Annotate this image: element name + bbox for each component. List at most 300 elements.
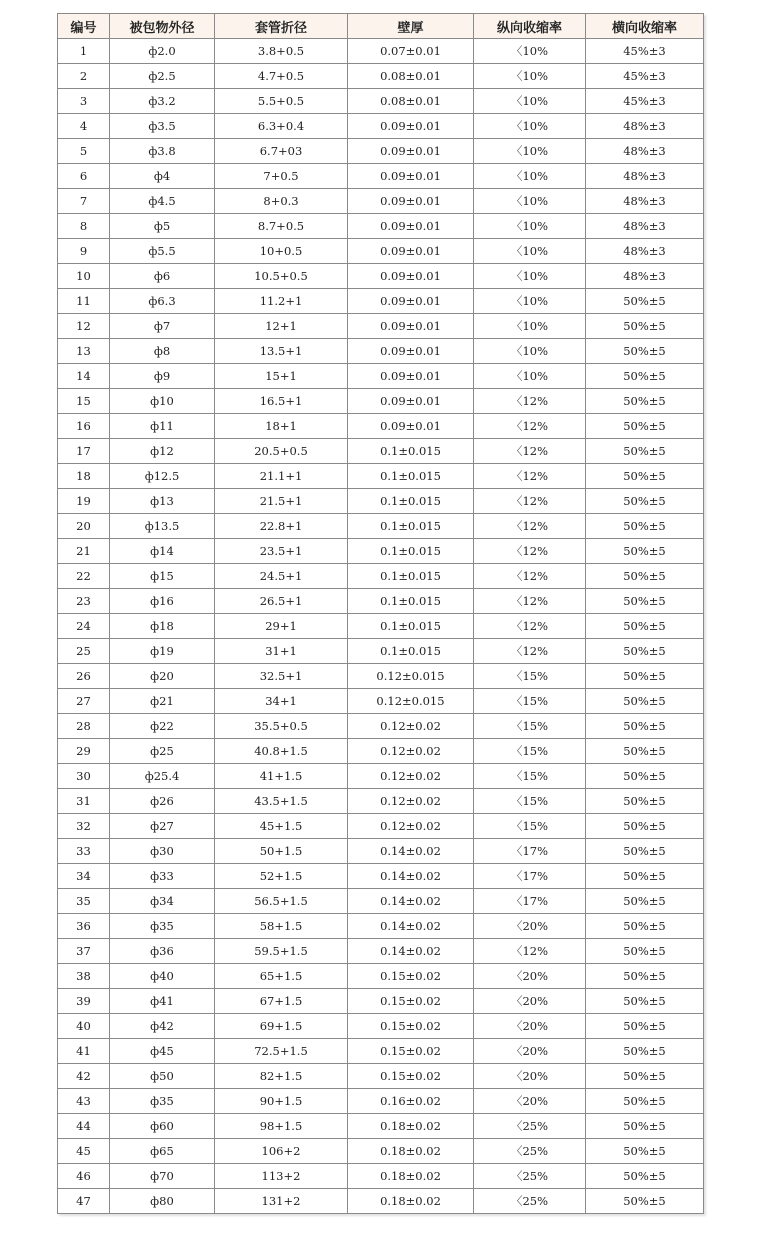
cell-longitudinal-shrinkage: 〈12% bbox=[474, 614, 586, 639]
cell-wrapped-outer-diameter: ф30 bbox=[110, 839, 215, 864]
cell-transverse-shrinkage: 50%±5 bbox=[586, 289, 704, 314]
cell-transverse-shrinkage: 50%±5 bbox=[586, 789, 704, 814]
cell-transverse-shrinkage: 50%±5 bbox=[586, 739, 704, 764]
header-row bbox=[58, 14, 704, 39]
cell-longitudinal-shrinkage: 〈20% bbox=[474, 1039, 586, 1064]
cell-number: 10 bbox=[58, 264, 110, 289]
cell-wall-thickness: 0.18±0.02 bbox=[348, 1114, 474, 1139]
cell-wrapped-outer-diameter: ф9 bbox=[110, 364, 215, 389]
cell-number: 6 bbox=[58, 164, 110, 189]
cell-transverse-shrinkage: 50%±5 bbox=[586, 664, 704, 689]
cell-wrapped-outer-diameter: ф7 bbox=[110, 314, 215, 339]
table-row bbox=[58, 989, 704, 1014]
cell-wrapped-outer-diameter: ф2.0 bbox=[110, 39, 215, 64]
cell-wrapped-outer-diameter: ф14 bbox=[110, 539, 215, 564]
cell-sleeve-flat-width: 29+1 bbox=[215, 614, 348, 639]
cell-transverse-shrinkage: 48%±3 bbox=[586, 239, 704, 264]
cell-wrapped-outer-diameter: ф5 bbox=[110, 214, 215, 239]
cell-wrapped-outer-diameter: ф21 bbox=[110, 689, 215, 714]
cell-transverse-shrinkage: 50%±5 bbox=[586, 314, 704, 339]
cell-number: 21 bbox=[58, 539, 110, 564]
cell-wall-thickness: 0.14±0.02 bbox=[348, 839, 474, 864]
cell-wall-thickness: 0.09±0.01 bbox=[348, 139, 474, 164]
table-row bbox=[58, 1189, 704, 1214]
table-row bbox=[58, 89, 704, 114]
cell-transverse-shrinkage: 50%±5 bbox=[586, 939, 704, 964]
cell-wall-thickness: 0.15±0.02 bbox=[348, 964, 474, 989]
cell-transverse-shrinkage: 50%±5 bbox=[586, 1039, 704, 1064]
cell-transverse-shrinkage: 50%±5 bbox=[586, 364, 704, 389]
table-row bbox=[58, 789, 704, 814]
cell-longitudinal-shrinkage: 〈12% bbox=[474, 414, 586, 439]
cell-sleeve-flat-width: 21.1+1 bbox=[215, 464, 348, 489]
cell-wall-thickness: 0.15±0.02 bbox=[348, 1064, 474, 1089]
cell-wrapped-outer-diameter: ф45 bbox=[110, 1039, 215, 1064]
cell-number: 40 bbox=[58, 1014, 110, 1039]
cell-longitudinal-shrinkage: 〈15% bbox=[474, 739, 586, 764]
table-row bbox=[58, 639, 704, 664]
header-wrapped-outer-diameter: 被包物外径 bbox=[110, 14, 215, 39]
cell-wrapped-outer-diameter: ф40 bbox=[110, 964, 215, 989]
cell-wall-thickness: 0.09±0.01 bbox=[348, 214, 474, 239]
cell-transverse-shrinkage: 45%±3 bbox=[586, 64, 704, 89]
cell-wall-thickness: 0.18±0.02 bbox=[348, 1189, 474, 1214]
cell-wrapped-outer-diameter: ф27 bbox=[110, 814, 215, 839]
cell-number: 22 bbox=[58, 564, 110, 589]
cell-sleeve-flat-width: 22.8+1 bbox=[215, 514, 348, 539]
table-row bbox=[58, 764, 704, 789]
cell-wall-thickness: 0.09±0.01 bbox=[348, 414, 474, 439]
cell-wrapped-outer-diameter: ф10 bbox=[110, 389, 215, 414]
header-number: 编号 bbox=[58, 14, 110, 39]
cell-wrapped-outer-diameter: ф4 bbox=[110, 164, 215, 189]
table-row bbox=[58, 264, 704, 289]
cell-sleeve-flat-width: 67+1.5 bbox=[215, 989, 348, 1014]
cell-wrapped-outer-diameter: ф12.5 bbox=[110, 464, 215, 489]
cell-wrapped-outer-diameter: ф25.4 bbox=[110, 764, 215, 789]
cell-wall-thickness: 0.12±0.02 bbox=[348, 764, 474, 789]
cell-wrapped-outer-diameter: ф13.5 bbox=[110, 514, 215, 539]
cell-sleeve-flat-width: 98+1.5 bbox=[215, 1114, 348, 1139]
cell-longitudinal-shrinkage: 〈10% bbox=[474, 89, 586, 114]
cell-wall-thickness: 0.15±0.02 bbox=[348, 1014, 474, 1039]
table-row bbox=[58, 889, 704, 914]
header-wall-thickness: 壁厚 bbox=[348, 14, 474, 39]
table-row bbox=[58, 1014, 704, 1039]
cell-longitudinal-shrinkage: 〈15% bbox=[474, 689, 586, 714]
cell-wall-thickness: 0.09±0.01 bbox=[348, 389, 474, 414]
cell-sleeve-flat-width: 40.8+1.5 bbox=[215, 739, 348, 764]
cell-wrapped-outer-diameter: ф26 bbox=[110, 789, 215, 814]
cell-number: 31 bbox=[58, 789, 110, 814]
cell-wall-thickness: 0.09±0.01 bbox=[348, 114, 474, 139]
cell-sleeve-flat-width: 3.8+0.5 bbox=[215, 39, 348, 64]
cell-longitudinal-shrinkage: 〈12% bbox=[474, 464, 586, 489]
cell-longitudinal-shrinkage: 〈12% bbox=[474, 539, 586, 564]
cell-number: 12 bbox=[58, 314, 110, 339]
cell-longitudinal-shrinkage: 〈17% bbox=[474, 839, 586, 864]
cell-transverse-shrinkage: 50%±5 bbox=[586, 689, 704, 714]
table-row bbox=[58, 114, 704, 139]
cell-transverse-shrinkage: 50%±5 bbox=[586, 764, 704, 789]
cell-transverse-shrinkage: 50%±5 bbox=[586, 864, 704, 889]
cell-longitudinal-shrinkage: 〈20% bbox=[474, 1089, 586, 1114]
cell-transverse-shrinkage: 50%±5 bbox=[586, 639, 704, 664]
cell-sleeve-flat-width: 35.5+0.5 bbox=[215, 714, 348, 739]
cell-number: 15 bbox=[58, 389, 110, 414]
cell-sleeve-flat-width: 4.7+0.5 bbox=[215, 64, 348, 89]
table-row bbox=[58, 439, 704, 464]
cell-sleeve-flat-width: 23.5+1 bbox=[215, 539, 348, 564]
cell-number: 23 bbox=[58, 589, 110, 614]
table-row bbox=[58, 814, 704, 839]
cell-number: 4 bbox=[58, 114, 110, 139]
cell-wrapped-outer-diameter: ф4.5 bbox=[110, 189, 215, 214]
cell-sleeve-flat-width: 11.2+1 bbox=[215, 289, 348, 314]
cell-wall-thickness: 0.09±0.01 bbox=[348, 264, 474, 289]
cell-wrapped-outer-diameter: ф80 bbox=[110, 1189, 215, 1214]
cell-longitudinal-shrinkage: 〈17% bbox=[474, 889, 586, 914]
cell-number: 27 bbox=[58, 689, 110, 714]
cell-longitudinal-shrinkage: 〈15% bbox=[474, 789, 586, 814]
cell-sleeve-flat-width: 7+0.5 bbox=[215, 164, 348, 189]
cell-number: 30 bbox=[58, 764, 110, 789]
cell-longitudinal-shrinkage: 〈20% bbox=[474, 1014, 586, 1039]
table-row bbox=[58, 914, 704, 939]
table-row bbox=[58, 139, 704, 164]
cell-transverse-shrinkage: 50%±5 bbox=[586, 1139, 704, 1164]
cell-wrapped-outer-diameter: ф12 bbox=[110, 439, 215, 464]
cell-sleeve-flat-width: 34+1 bbox=[215, 689, 348, 714]
table-row bbox=[58, 1139, 704, 1164]
cell-wall-thickness: 0.1±0.015 bbox=[348, 589, 474, 614]
cell-number: 32 bbox=[58, 814, 110, 839]
cell-transverse-shrinkage: 50%±5 bbox=[586, 814, 704, 839]
cell-wall-thickness: 0.12±0.02 bbox=[348, 714, 474, 739]
table-row bbox=[58, 539, 704, 564]
cell-number: 25 bbox=[58, 639, 110, 664]
cell-longitudinal-shrinkage: 〈25% bbox=[474, 1164, 586, 1189]
cell-wrapped-outer-diameter: ф6.3 bbox=[110, 289, 215, 314]
table-row bbox=[58, 164, 704, 189]
table-row bbox=[58, 1164, 704, 1189]
cell-longitudinal-shrinkage: 〈12% bbox=[474, 939, 586, 964]
cell-wall-thickness: 0.15±0.02 bbox=[348, 989, 474, 1014]
cell-wrapped-outer-diameter: ф19 bbox=[110, 639, 215, 664]
cell-wrapped-outer-diameter: ф50 bbox=[110, 1064, 215, 1089]
cell-sleeve-flat-width: 16.5+1 bbox=[215, 389, 348, 414]
table-row bbox=[58, 239, 704, 264]
cell-transverse-shrinkage: 50%±5 bbox=[586, 514, 704, 539]
cell-longitudinal-shrinkage: 〈12% bbox=[474, 639, 586, 664]
cell-wall-thickness: 0.16±0.02 bbox=[348, 1089, 474, 1114]
cell-transverse-shrinkage: 50%±5 bbox=[586, 1189, 704, 1214]
header-sleeve-flat-width: 套管折径 bbox=[215, 14, 348, 39]
cell-number: 2 bbox=[58, 64, 110, 89]
spec-table bbox=[57, 13, 704, 1214]
cell-wrapped-outer-diameter: ф65 bbox=[110, 1139, 215, 1164]
cell-transverse-shrinkage: 50%±5 bbox=[586, 989, 704, 1014]
cell-longitudinal-shrinkage: 〈12% bbox=[474, 389, 586, 414]
cell-longitudinal-shrinkage: 〈10% bbox=[474, 189, 586, 214]
table-row bbox=[58, 1089, 704, 1114]
cell-number: 43 bbox=[58, 1089, 110, 1114]
cell-wall-thickness: 0.12±0.015 bbox=[348, 664, 474, 689]
cell-longitudinal-shrinkage: 〈25% bbox=[474, 1114, 586, 1139]
cell-transverse-shrinkage: 50%±5 bbox=[586, 564, 704, 589]
table-row bbox=[58, 1039, 704, 1064]
cell-wall-thickness: 0.1±0.015 bbox=[348, 539, 474, 564]
cell-wall-thickness: 0.1±0.015 bbox=[348, 639, 474, 664]
cell-number: 33 bbox=[58, 839, 110, 864]
cell-transverse-shrinkage: 45%±3 bbox=[586, 39, 704, 64]
cell-sleeve-flat-width: 72.5+1.5 bbox=[215, 1039, 348, 1064]
cell-wall-thickness: 0.12±0.02 bbox=[348, 739, 474, 764]
cell-number: 24 bbox=[58, 614, 110, 639]
cell-sleeve-flat-width: 56.5+1.5 bbox=[215, 889, 348, 914]
cell-sleeve-flat-width: 31+1 bbox=[215, 639, 348, 664]
cell-wall-thickness: 0.14±0.02 bbox=[348, 889, 474, 914]
cell-number: 1 bbox=[58, 39, 110, 64]
cell-wall-thickness: 0.09±0.01 bbox=[348, 339, 474, 364]
cell-longitudinal-shrinkage: 〈10% bbox=[474, 364, 586, 389]
cell-longitudinal-shrinkage: 〈12% bbox=[474, 439, 586, 464]
cell-longitudinal-shrinkage: 〈12% bbox=[474, 489, 586, 514]
cell-number: 13 bbox=[58, 339, 110, 364]
cell-wall-thickness: 0.14±0.02 bbox=[348, 914, 474, 939]
cell-wrapped-outer-diameter: ф3.5 bbox=[110, 114, 215, 139]
cell-number: 37 bbox=[58, 939, 110, 964]
cell-longitudinal-shrinkage: 〈15% bbox=[474, 664, 586, 689]
cell-wrapped-outer-diameter: ф35 bbox=[110, 914, 215, 939]
cell-number: 11 bbox=[58, 289, 110, 314]
cell-wrapped-outer-diameter: ф22 bbox=[110, 714, 215, 739]
cell-sleeve-flat-width: 82+1.5 bbox=[215, 1064, 348, 1089]
cell-wrapped-outer-diameter: ф15 bbox=[110, 564, 215, 589]
cell-wrapped-outer-diameter: ф18 bbox=[110, 614, 215, 639]
cell-transverse-shrinkage: 48%±3 bbox=[586, 139, 704, 164]
cell-wrapped-outer-diameter: ф13 bbox=[110, 489, 215, 514]
table-row bbox=[58, 289, 704, 314]
table-row bbox=[58, 664, 704, 689]
cell-sleeve-flat-width: 10+0.5 bbox=[215, 239, 348, 264]
table-row bbox=[58, 1064, 704, 1089]
cell-wall-thickness: 0.09±0.01 bbox=[348, 164, 474, 189]
cell-sleeve-flat-width: 58+1.5 bbox=[215, 914, 348, 939]
cell-transverse-shrinkage: 50%±5 bbox=[586, 439, 704, 464]
table-row bbox=[58, 689, 704, 714]
cell-transverse-shrinkage: 50%±5 bbox=[586, 889, 704, 914]
cell-longitudinal-shrinkage: 〈15% bbox=[474, 764, 586, 789]
cell-wall-thickness: 0.12±0.015 bbox=[348, 689, 474, 714]
cell-transverse-shrinkage: 50%±5 bbox=[586, 914, 704, 939]
cell-longitudinal-shrinkage: 〈20% bbox=[474, 914, 586, 939]
cell-wrapped-outer-diameter: ф3.2 bbox=[110, 89, 215, 114]
table-row bbox=[58, 964, 704, 989]
cell-sleeve-flat-width: 41+1.5 bbox=[215, 764, 348, 789]
cell-longitudinal-shrinkage: 〈10% bbox=[474, 239, 586, 264]
cell-sleeve-flat-width: 32.5+1 bbox=[215, 664, 348, 689]
cell-transverse-shrinkage: 48%±3 bbox=[586, 214, 704, 239]
cell-number: 46 bbox=[58, 1164, 110, 1189]
cell-longitudinal-shrinkage: 〈10% bbox=[474, 289, 586, 314]
cell-wrapped-outer-diameter: ф33 bbox=[110, 864, 215, 889]
cell-sleeve-flat-width: 21.5+1 bbox=[215, 489, 348, 514]
cell-longitudinal-shrinkage: 〈12% bbox=[474, 589, 586, 614]
cell-sleeve-flat-width: 52+1.5 bbox=[215, 864, 348, 889]
cell-sleeve-flat-width: 5.5+0.5 bbox=[215, 89, 348, 114]
cell-transverse-shrinkage: 50%±5 bbox=[586, 714, 704, 739]
cell-wrapped-outer-diameter: ф34 bbox=[110, 889, 215, 914]
cell-transverse-shrinkage: 50%±5 bbox=[586, 589, 704, 614]
cell-number: 17 bbox=[58, 439, 110, 464]
cell-number: 8 bbox=[58, 214, 110, 239]
cell-sleeve-flat-width: 65+1.5 bbox=[215, 964, 348, 989]
cell-longitudinal-shrinkage: 〈10% bbox=[474, 164, 586, 189]
table-row bbox=[58, 64, 704, 89]
cell-longitudinal-shrinkage: 〈10% bbox=[474, 339, 586, 364]
cell-wall-thickness: 0.18±0.02 bbox=[348, 1164, 474, 1189]
cell-wrapped-outer-diameter: ф20 bbox=[110, 664, 215, 689]
cell-longitudinal-shrinkage: 〈20% bbox=[474, 989, 586, 1014]
cell-longitudinal-shrinkage: 〈10% bbox=[474, 64, 586, 89]
cell-sleeve-flat-width: 43.5+1.5 bbox=[215, 789, 348, 814]
cell-transverse-shrinkage: 50%±5 bbox=[586, 1164, 704, 1189]
cell-number: 5 bbox=[58, 139, 110, 164]
cell-wrapped-outer-diameter: ф3.8 bbox=[110, 139, 215, 164]
cell-transverse-shrinkage: 50%±5 bbox=[586, 1114, 704, 1139]
cell-wrapped-outer-diameter: ф35 bbox=[110, 1089, 215, 1114]
cell-transverse-shrinkage: 48%±3 bbox=[586, 114, 704, 139]
table-header bbox=[58, 14, 704, 39]
table-row bbox=[58, 364, 704, 389]
cell-longitudinal-shrinkage: 〈20% bbox=[474, 1064, 586, 1089]
cell-sleeve-flat-width: 26.5+1 bbox=[215, 589, 348, 614]
cell-wall-thickness: 0.09±0.01 bbox=[348, 239, 474, 264]
cell-longitudinal-shrinkage: 〈12% bbox=[474, 514, 586, 539]
cell-transverse-shrinkage: 50%±5 bbox=[586, 464, 704, 489]
cell-wrapped-outer-diameter: ф16 bbox=[110, 589, 215, 614]
cell-sleeve-flat-width: 24.5+1 bbox=[215, 564, 348, 589]
cell-number: 26 bbox=[58, 664, 110, 689]
cell-number: 41 bbox=[58, 1039, 110, 1064]
cell-longitudinal-shrinkage: 〈10% bbox=[474, 39, 586, 64]
cell-wall-thickness: 0.1±0.015 bbox=[348, 564, 474, 589]
cell-longitudinal-shrinkage: 〈15% bbox=[474, 714, 586, 739]
table-row bbox=[58, 864, 704, 889]
cell-longitudinal-shrinkage: 〈10% bbox=[474, 114, 586, 139]
cell-wall-thickness: 0.12±0.02 bbox=[348, 789, 474, 814]
table-body bbox=[58, 39, 704, 1214]
cell-number: 18 bbox=[58, 464, 110, 489]
cell-wall-thickness: 0.18±0.02 bbox=[348, 1139, 474, 1164]
cell-number: 34 bbox=[58, 864, 110, 889]
cell-wrapped-outer-diameter: ф5.5 bbox=[110, 239, 215, 264]
table-row bbox=[58, 189, 704, 214]
header-longitudinal-shrinkage: 纵向收缩率 bbox=[474, 14, 586, 39]
cell-wall-thickness: 0.09±0.01 bbox=[348, 314, 474, 339]
cell-wall-thickness: 0.08±0.01 bbox=[348, 64, 474, 89]
cell-transverse-shrinkage: 45%±3 bbox=[586, 89, 704, 114]
cell-wrapped-outer-diameter: ф42 bbox=[110, 1014, 215, 1039]
cell-transverse-shrinkage: 50%±5 bbox=[586, 414, 704, 439]
cell-wrapped-outer-diameter: ф2.5 bbox=[110, 64, 215, 89]
table-row bbox=[58, 614, 704, 639]
cell-sleeve-flat-width: 131+2 bbox=[215, 1189, 348, 1214]
cell-transverse-shrinkage: 50%±5 bbox=[586, 539, 704, 564]
cell-wrapped-outer-diameter: ф11 bbox=[110, 414, 215, 439]
cell-sleeve-flat-width: 13.5+1 bbox=[215, 339, 348, 364]
cell-longitudinal-shrinkage: 〈10% bbox=[474, 139, 586, 164]
cell-sleeve-flat-width: 15+1 bbox=[215, 364, 348, 389]
cell-longitudinal-shrinkage: 〈15% bbox=[474, 814, 586, 839]
cell-wall-thickness: 0.1±0.015 bbox=[348, 439, 474, 464]
cell-sleeve-flat-width: 10.5+0.5 bbox=[215, 264, 348, 289]
cell-longitudinal-shrinkage: 〈10% bbox=[474, 264, 586, 289]
cell-wall-thickness: 0.15±0.02 bbox=[348, 1039, 474, 1064]
cell-number: 3 bbox=[58, 89, 110, 114]
cell-longitudinal-shrinkage: 〈10% bbox=[474, 214, 586, 239]
cell-wall-thickness: 0.14±0.02 bbox=[348, 939, 474, 964]
cell-transverse-shrinkage: 50%±5 bbox=[586, 839, 704, 864]
cell-number: 29 bbox=[58, 739, 110, 764]
cell-sleeve-flat-width: 90+1.5 bbox=[215, 1089, 348, 1114]
cell-wall-thickness: 0.1±0.015 bbox=[348, 514, 474, 539]
cell-sleeve-flat-width: 8.7+0.5 bbox=[215, 214, 348, 239]
table-row bbox=[58, 514, 704, 539]
cell-sleeve-flat-width: 20.5+0.5 bbox=[215, 439, 348, 464]
cell-number: 45 bbox=[58, 1139, 110, 1164]
table-row bbox=[58, 739, 704, 764]
cell-longitudinal-shrinkage: 〈25% bbox=[474, 1139, 586, 1164]
cell-sleeve-flat-width: 59.5+1.5 bbox=[215, 939, 348, 964]
table-row bbox=[58, 1114, 704, 1139]
cell-wall-thickness: 0.09±0.01 bbox=[348, 364, 474, 389]
cell-wrapped-outer-diameter: ф8 bbox=[110, 339, 215, 364]
cell-number: 39 bbox=[58, 989, 110, 1014]
cell-transverse-shrinkage: 50%±5 bbox=[586, 964, 704, 989]
cell-sleeve-flat-width: 6.3+0.4 bbox=[215, 114, 348, 139]
cell-wall-thickness: 0.09±0.01 bbox=[348, 189, 474, 214]
cell-number: 47 bbox=[58, 1189, 110, 1214]
cell-sleeve-flat-width: 45+1.5 bbox=[215, 814, 348, 839]
cell-wall-thickness: 0.14±0.02 bbox=[348, 864, 474, 889]
cell-number: 14 bbox=[58, 364, 110, 389]
table-row bbox=[58, 214, 704, 239]
cell-number: 16 bbox=[58, 414, 110, 439]
cell-number: 28 bbox=[58, 714, 110, 739]
cell-transverse-shrinkage: 50%±5 bbox=[586, 1064, 704, 1089]
cell-wall-thickness: 0.07±0.01 bbox=[348, 39, 474, 64]
cell-sleeve-flat-width: 50+1.5 bbox=[215, 839, 348, 864]
cell-longitudinal-shrinkage: 〈12% bbox=[474, 564, 586, 589]
table-row bbox=[58, 839, 704, 864]
table-row bbox=[58, 489, 704, 514]
cell-number: 42 bbox=[58, 1064, 110, 1089]
cell-transverse-shrinkage: 48%±3 bbox=[586, 264, 704, 289]
cell-wrapped-outer-diameter: ф60 bbox=[110, 1114, 215, 1139]
table-row bbox=[58, 389, 704, 414]
header-transverse-shrinkage: 横向收缩率 bbox=[586, 14, 704, 39]
cell-longitudinal-shrinkage: 〈25% bbox=[474, 1189, 586, 1214]
cell-longitudinal-shrinkage: 〈20% bbox=[474, 964, 586, 989]
cell-sleeve-flat-width: 8+0.3 bbox=[215, 189, 348, 214]
cell-number: 7 bbox=[58, 189, 110, 214]
cell-wrapped-outer-diameter: ф25 bbox=[110, 739, 215, 764]
cell-wall-thickness: 0.12±0.02 bbox=[348, 814, 474, 839]
cell-sleeve-flat-width: 69+1.5 bbox=[215, 1014, 348, 1039]
cell-wrapped-outer-diameter: ф41 bbox=[110, 989, 215, 1014]
